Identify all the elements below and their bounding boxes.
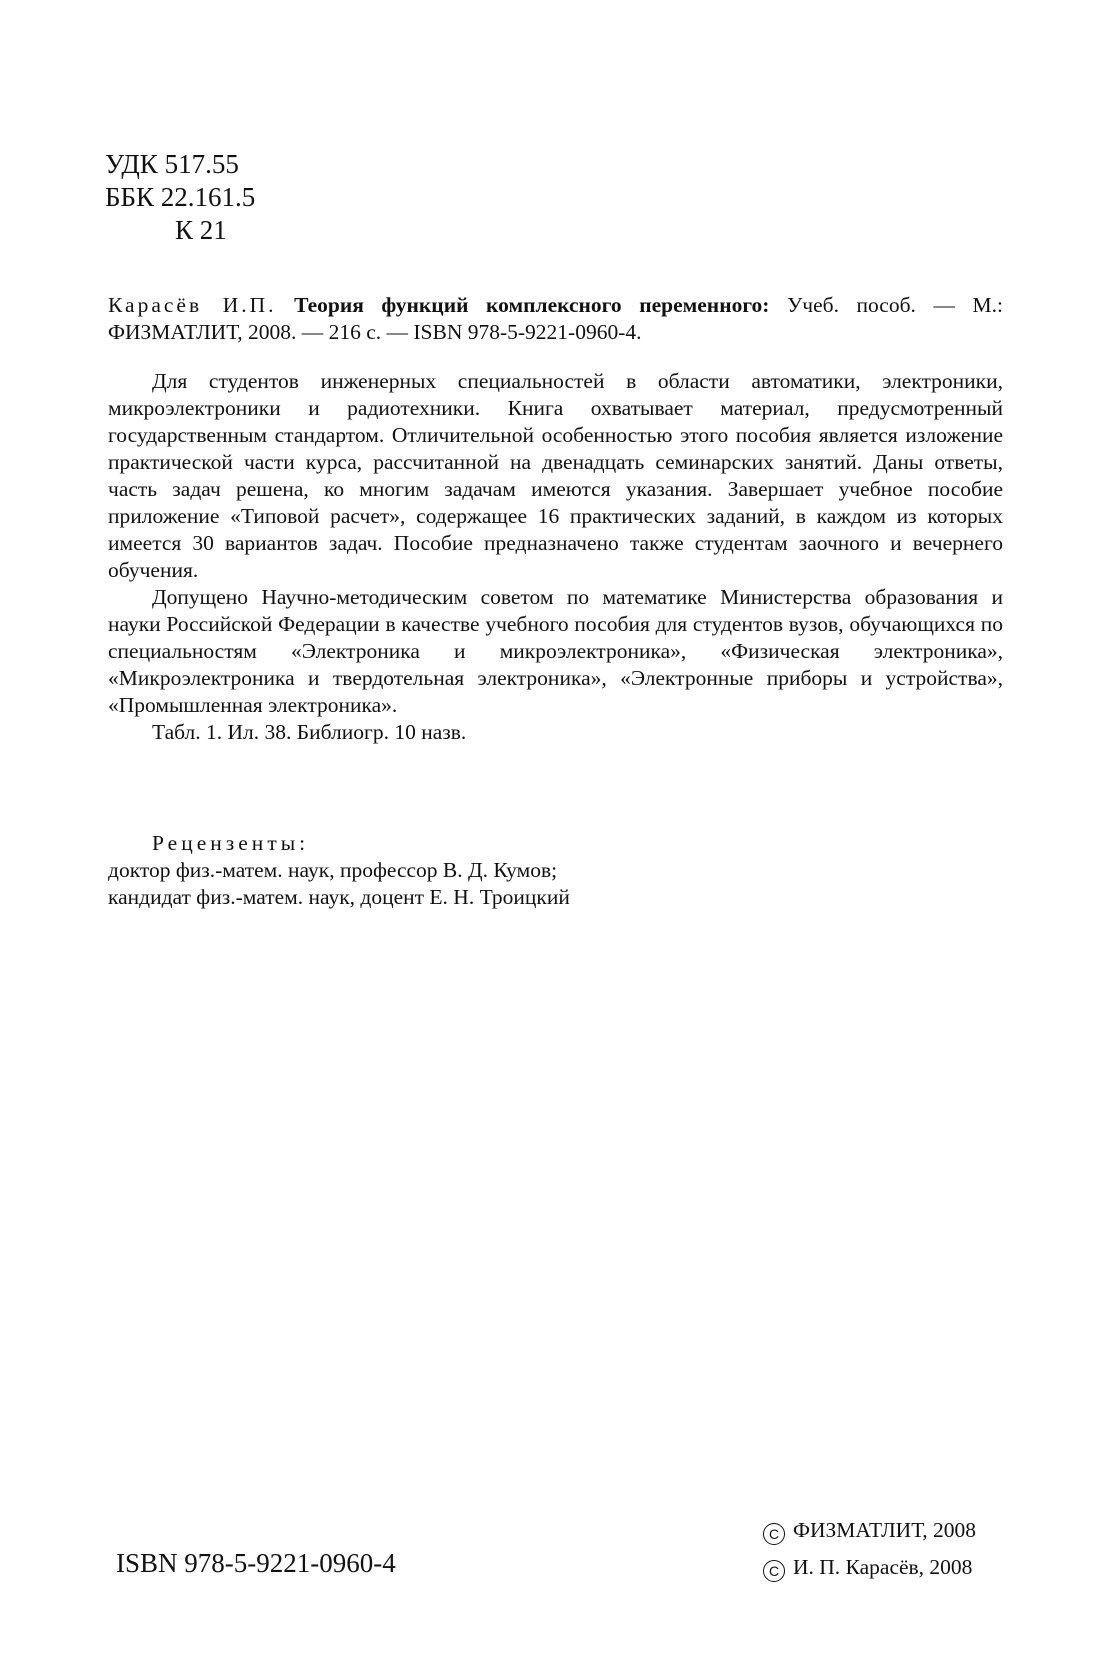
annotation-paragraph: Для студентов инженерных специальностей в области автоматики, электроники, микроэлектроники и радиотехники. Книга охватывает материал, предусмотренный государственным стандартом. Отличительной особенностью этого пособия является изложение практической части курса, рассчитанной на двенадцать семинарских занятий. Даны ответы, часть задач решена, ко многим задачам имеются указания. Завершает учебное пособие приложение «Типовой расчет», содержащее 16 практических заданий, в каждом из которых имеется 30 вариантов задач. Пособие предназначено также студентам заочного и вечернего обучения.	[108, 369, 1003, 582]
record-title: Теория функций комплексного переменного:	[294, 293, 770, 317]
annotation-stats: Табл. 1. Ил. 38. Библиогр. 10 назв.	[152, 720, 467, 744]
reviewers-heading: Рецензенты:	[152, 831, 310, 855]
copyright-icon: C	[763, 1560, 785, 1582]
copyright-holder: ФИЗМАТЛИТ, 2008	[793, 1518, 976, 1542]
reviewers-block	[108, 830, 1003, 911]
copyright-holder: И. П. Карасёв, 2008	[793, 1555, 973, 1579]
record-details: Учеб. пособ. — М.: ФИЗМАТЛИТ, 2008. — 216 с. — ISBN 978-5-9221-0960-4.	[108, 293, 1004, 344]
annotation-paragraph: Допущено Научно-методическим советом по математике Министерства образования и науки Российской Федерации в качестве учебного пособия для студентов вузов, обучающихся по специальностям «Электроника и микроэлектроника», «Физическая электроника», «Микроэлектроника и твердотельная электроника», «Электронные приборы и устройства», «Промышленная электроника».	[108, 585, 1003, 717]
copyright-line	[763, 1512, 976, 1549]
copyright-line	[763, 1549, 976, 1586]
record-author: Карасёв И.П.	[108, 293, 277, 317]
reviewer-entry: доктор физ.-матем. наук, профессор В. Д. Кумов;	[108, 858, 558, 882]
copyright-icon: C	[763, 1523, 785, 1545]
reviewer-entry: кандидат физ.-матем. наук, доцент Е. Н. Троицкий	[108, 885, 570, 909]
copyright-block	[763, 1512, 976, 1586]
isbn-number: ISBN 978-5-9221-0960-4	[116, 1548, 396, 1578]
classification-block	[105, 148, 255, 247]
bibliographic-record	[108, 292, 1003, 346]
author-mark: К 21	[175, 215, 227, 245]
bbk-code: ББК 22.161.5	[105, 182, 256, 212]
annotation	[108, 368, 1003, 746]
udk-code: УДК 517.55	[105, 149, 239, 179]
